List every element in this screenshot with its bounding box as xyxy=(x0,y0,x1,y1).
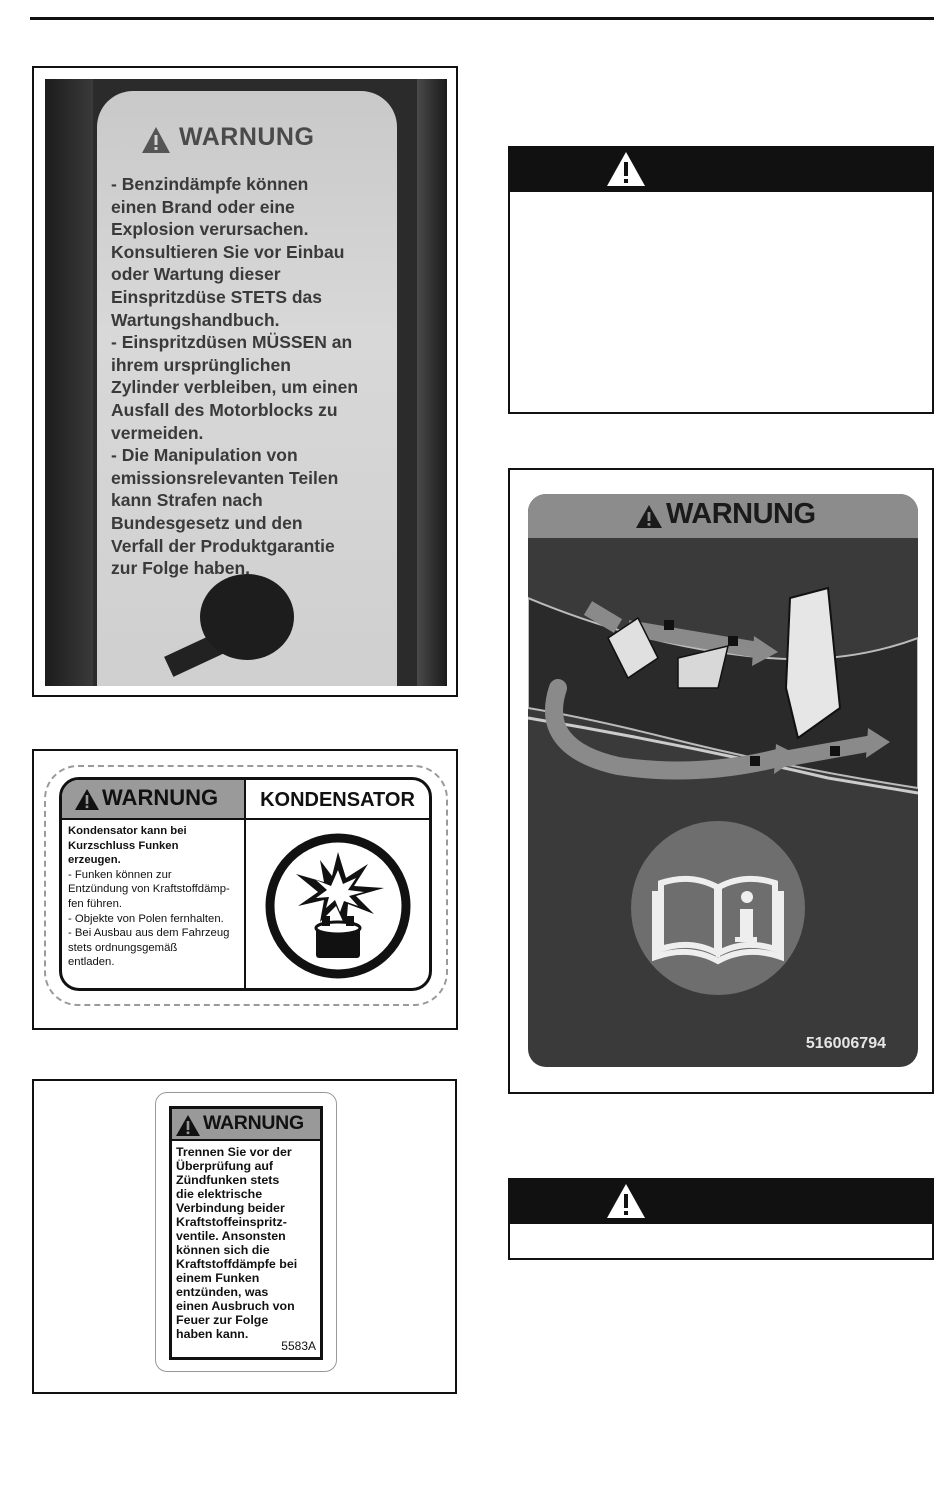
capacitor-lead-text: Kondensator kann bei Kurzschluss Funken erzeugen. xyxy=(68,825,187,867)
capacitor-text-block xyxy=(62,820,246,988)
read-manual-icon xyxy=(631,821,805,995)
capacitor-title: KONDENSATOR xyxy=(246,780,429,820)
warning-box-bottom-header xyxy=(510,1180,932,1224)
injector-decal-photo xyxy=(45,79,447,686)
warning-box-top-header xyxy=(510,148,932,192)
spark-decal-code: 5583A xyxy=(281,1339,316,1353)
page-top-rule xyxy=(30,17,934,20)
photo-shadow-right xyxy=(417,79,447,686)
guard-warning-header xyxy=(528,494,918,538)
photo-shadow-left xyxy=(45,79,93,686)
sticker-heading: WARNUNG xyxy=(179,123,315,151)
warning-triangle-icon xyxy=(141,126,171,154)
guard-illustration xyxy=(528,538,918,838)
warning-triangle-icon xyxy=(635,504,663,529)
spark-decal xyxy=(169,1106,323,1360)
capacitor-body-text: - Funken können zur Entzündung von Kraftstoffdämp- fen führen. - Objekte von Polen fernhalten. - Bei Ausbau aus dem Fahrzeug stets ordnungsgemäß entladen. xyxy=(68,868,230,969)
figure-guard-decal xyxy=(508,468,934,1094)
spark-warning-text: Trennen Sie vor der Überprüfung auf Zündfunken stets die elektrische Verbindung beider Kraftstoffeinspritz- ventile. Ansonsten können sich die Kraftstoffdämpfe bei einem Funken entzünden, was einen Ausbruch von Feuer zur Folge haben kann. xyxy=(176,1145,298,1341)
warning-box-bottom xyxy=(508,1178,934,1260)
capacitor-spark-pictogram-icon xyxy=(260,830,416,982)
sticker-warning-text: - Benzindämpfe können einen Brand oder eine Explosion verursachen. Konsultieren Sie vor Einbau oder Wartung dieser Einspritzdüse STETS das Wartungshandbuch. - Einspritzdüsen MÜSSEN an ihrem ursprünglichen Zylinder verbleiben, um einen Ausfall des Motorblocks zu vermeiden. - Die Manipulation von emissionsrelevanten Teilen kann Strafen nach Bundesgesetz und den Verfall der Produktgarantie zur Folge haben. xyxy=(111,174,359,579)
figure-spark-decal xyxy=(32,1079,457,1394)
guard-decal-code: 516006794 xyxy=(805,1035,886,1052)
warning-triangle-icon xyxy=(74,788,100,811)
figure-injector-decal xyxy=(32,66,458,697)
spark-warning-word: WARNUNG xyxy=(203,1112,304,1134)
manual-circle xyxy=(631,821,805,995)
warning-triangle-icon xyxy=(175,1114,201,1137)
spark-warning-header xyxy=(172,1109,320,1141)
capacitor-warning-header xyxy=(62,780,246,820)
guard-warning-word: WARNUNG xyxy=(666,498,816,530)
capacitor-decal xyxy=(59,777,432,991)
warning-triangle-icon xyxy=(605,150,647,188)
injector-cap xyxy=(200,574,294,660)
guard-decal xyxy=(528,494,918,1067)
capacitor-warning-word: WARNUNG xyxy=(102,785,219,810)
warning-triangle-icon xyxy=(605,1182,647,1220)
warning-box-top xyxy=(508,146,934,414)
figure-capacitor-decal xyxy=(32,749,458,1030)
